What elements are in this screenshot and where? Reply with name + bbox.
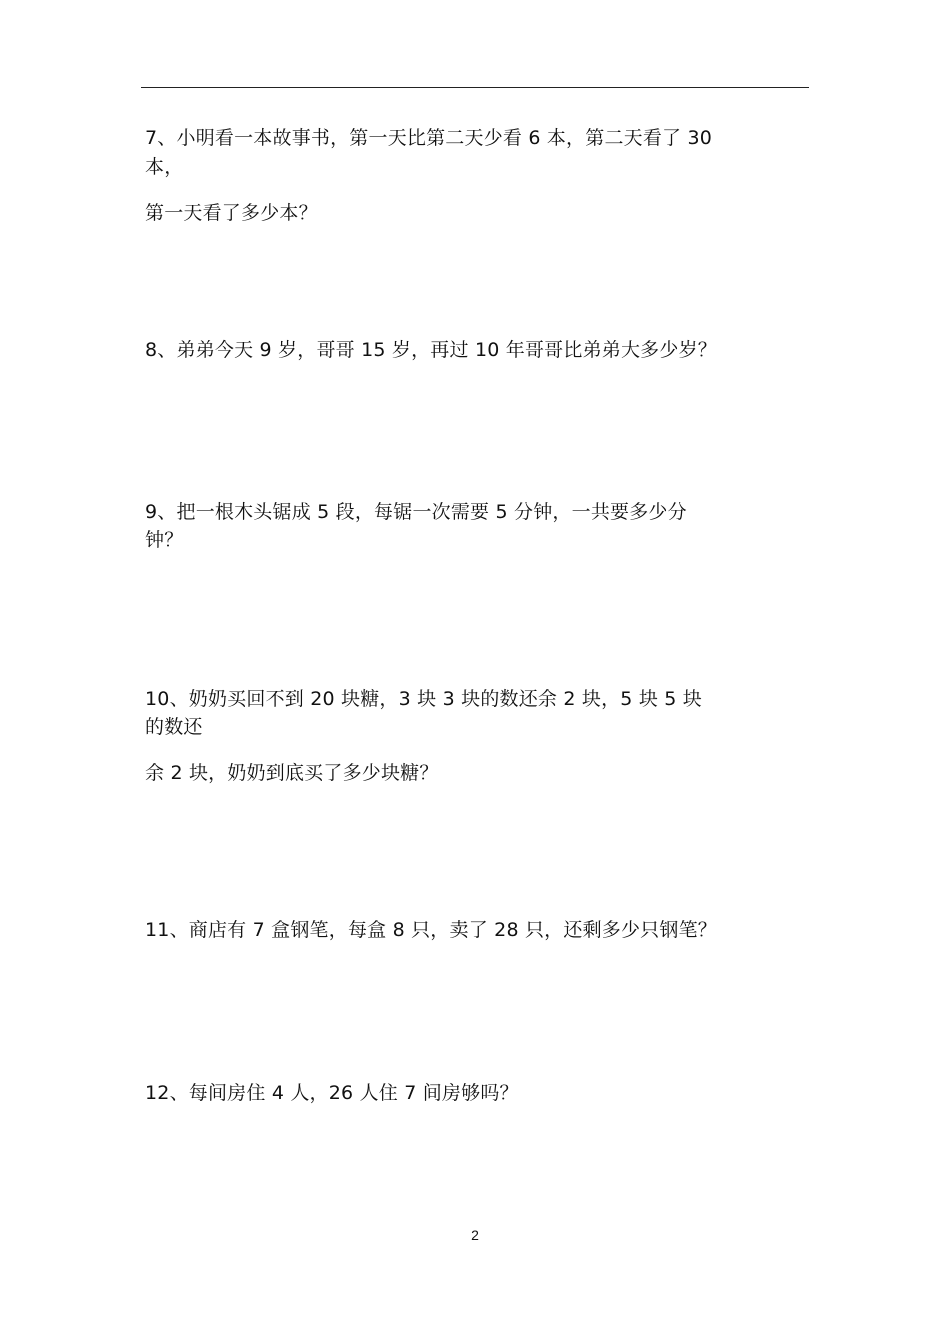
header-rule [141, 87, 809, 88]
question-8-line-1: 8、弟弟今天 9 岁，哥哥 15 岁，再过 10 年哥哥比弟弟大多少岁？ [145, 339, 717, 361]
question-7-line-3: 第一天看了多少本？ [145, 202, 318, 224]
question-10-line-1: 10、奶奶买回不到 20 块糖，3 块 3 块的数还余 2 块，5 块 5 块 [145, 688, 702, 710]
question-9-line-2: 钟？ [145, 529, 184, 551]
question-10-line-3: 余 2 块，奶奶到底买了多少块糖？ [145, 762, 439, 784]
question-11-line-1: 11、商店有 7 盒钢笔，每盒 8 只，卖了 28 只，还剩多少只钢笔？ [145, 919, 717, 941]
question-12-line-1: 12、每间房住 4 人，26 人住 7 间房够吗？ [145, 1082, 519, 1104]
question-10-line-2: 的数还 [145, 716, 203, 738]
question-7-line-2: 本， [145, 156, 184, 178]
question-7-line-1: 7、小明看一本故事书，第一天比第二天少看 6 本，第二天看了 30 [145, 127, 713, 149]
question-9-line-1: 9、把一根木头锯成 5 段，每锯一次需要 5 分钟，一共要多少分 [145, 501, 687, 523]
page-number: 2 [471, 1227, 479, 1243]
